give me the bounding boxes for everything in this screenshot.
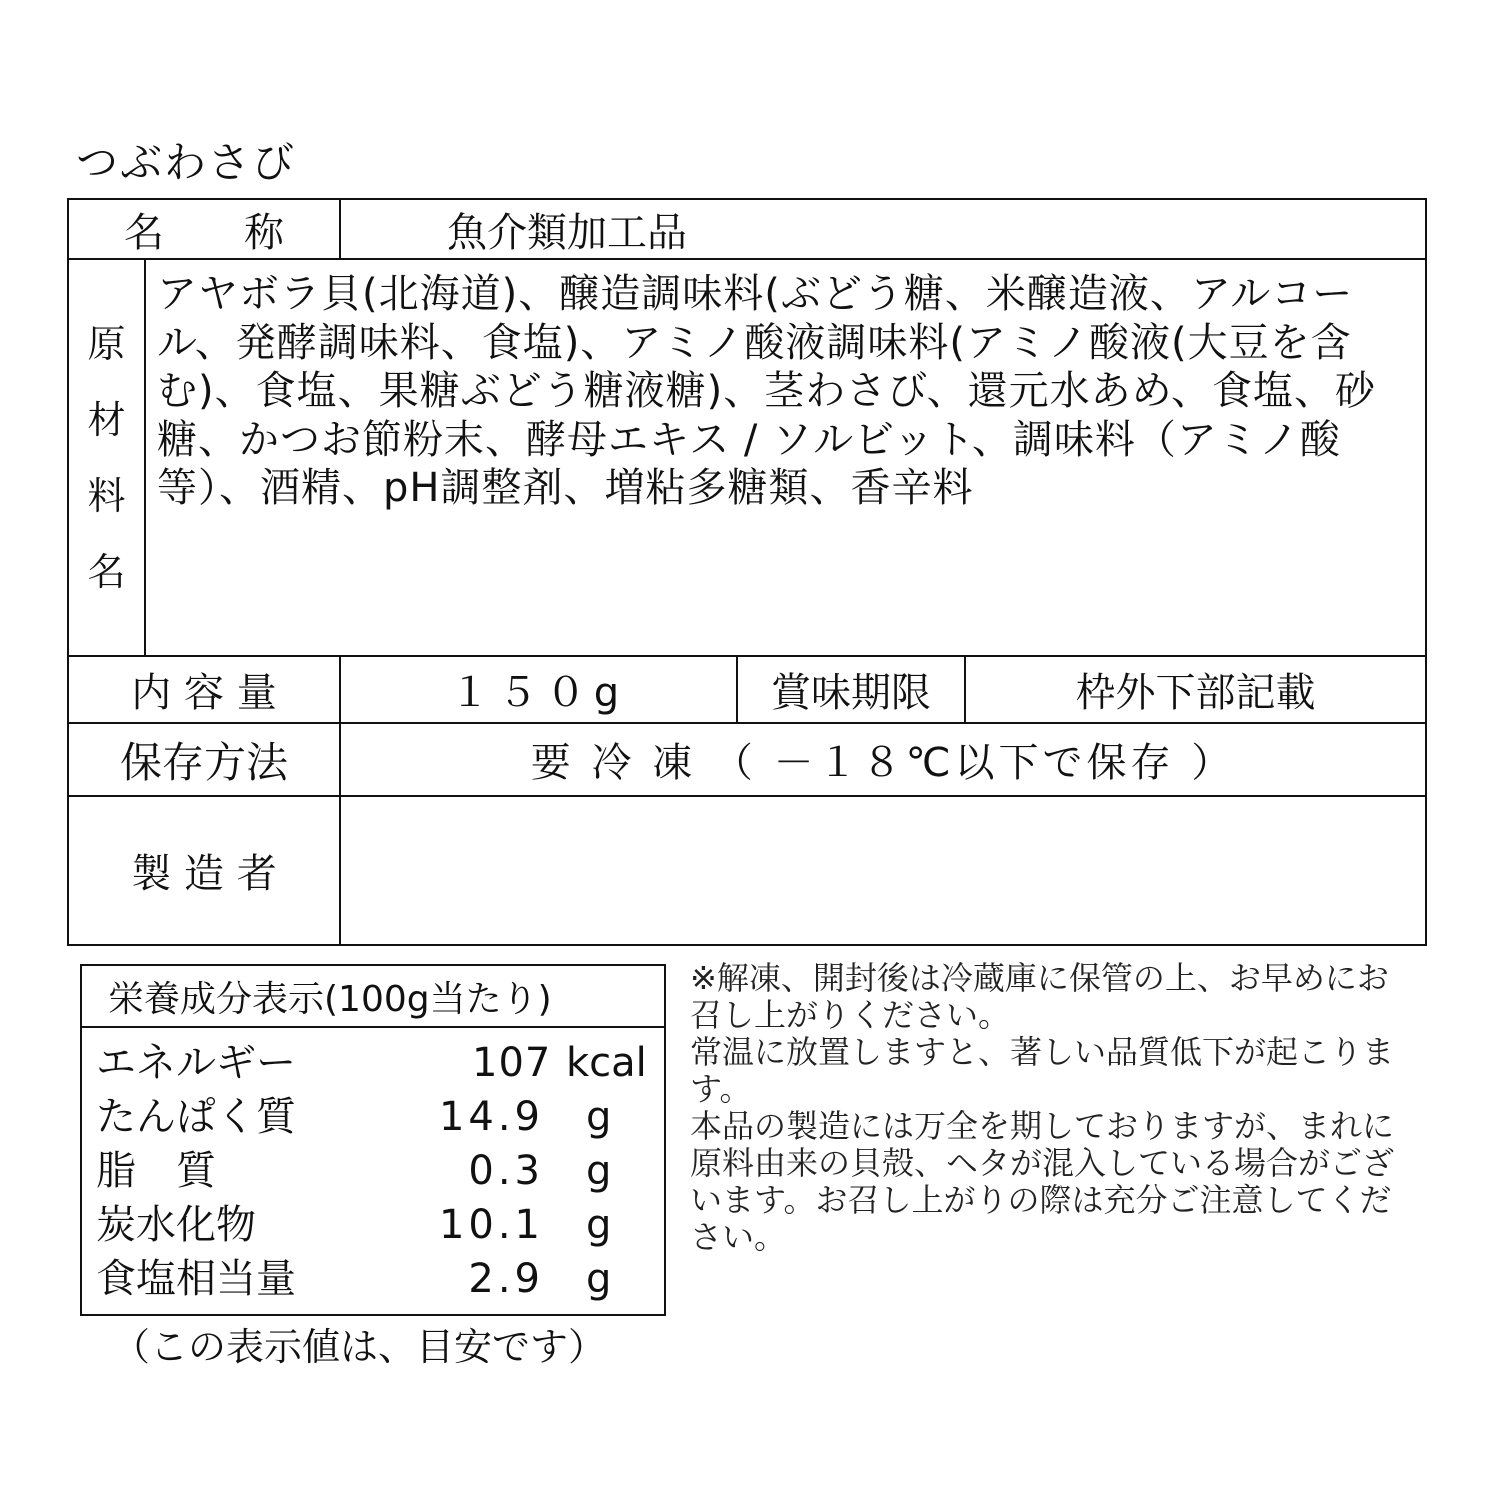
name-value: 魚介類加工品	[447, 209, 687, 256]
caution-paragraph: 常温に放置しますと、著しい品質低下が起こります。	[690, 1033, 1395, 1108]
nutrient-unit: g	[586, 1202, 612, 1248]
nutrient-unit: g	[586, 1148, 612, 1194]
content-value: １５０g	[449, 670, 628, 716]
caution-paragraph: 本品の製造には万全を期しておりますが、まれに原料由来の貝殻、ヘタが混入している場合がございます。お召し上がりの際は充分ご注意してください。	[690, 1107, 1395, 1256]
manufacturer-label: 製 造 者	[131, 851, 277, 897]
food-label-table	[67, 198, 1427, 946]
ingredients-label	[69, 260, 144, 655]
column-divider	[144, 258, 146, 655]
nutrition-table	[80, 964, 666, 1316]
nutrient-name: 炭水化物	[96, 1202, 256, 1248]
caution-paragraph: ※解凍、開封後は冷蔵庫に保管の上、お早めにお召し上がりください。	[690, 959, 1389, 1034]
expiry-label: 賞味期限	[771, 670, 931, 716]
nutrient-unit: g	[586, 1094, 612, 1140]
ingredients-text: アヤボラ貝(北海道)、醸造調味料(ぶどう糖、米醸造液、アルコール、発酵調味料、食塩)、アミノ酸液調味料(アミノ酸液(大豆を含む)、食塩、果糖ぶどう糖液糖)、茎わさび、還元水あめ、食塩、砂糖、かつお節粉末、酵母エキス / ソルビット、調味料（アミノ酸等）、酒精、pH調整剤、増粘多糖類、香辛料	[157, 271, 1377, 511]
nutrition-note: （この表示値は、目安です）	[112, 1325, 607, 1369]
nutrient-value: 0.3	[468, 1148, 544, 1194]
row-divider	[69, 258, 1425, 260]
nutrient-name: たんぱく質	[96, 1094, 296, 1140]
nutrition-row	[96, 1090, 664, 1144]
storage-label: 保存方法	[119, 737, 288, 787]
nutrient-name: エネルギー	[96, 1040, 296, 1086]
nutrient-unit: kcal	[566, 1040, 647, 1086]
nutrition-row	[96, 1198, 664, 1252]
nutrition-row	[96, 1252, 664, 1306]
nutrient-value: 107	[472, 1040, 552, 1086]
product-title: つぶわさび	[76, 138, 297, 187]
storage-value: 要 冷 凍 （ －１８℃以下で保存 ）	[530, 740, 1236, 786]
nutrition-row	[96, 1036, 664, 1090]
nutrition-title: 栄養成分表示(100g当たり)	[82, 966, 664, 1028]
column-divider	[339, 200, 341, 258]
name-label: 名 称	[124, 209, 284, 256]
ingredients-label-char: 材	[87, 397, 126, 442]
nutrient-value: 14.9	[438, 1094, 544, 1140]
nutrient-value: 10.1	[438, 1202, 544, 1248]
content-label: 内 容 量	[131, 670, 277, 716]
nutrition-row	[96, 1144, 664, 1198]
expiry-value: 枠外下部記載	[1075, 670, 1316, 716]
ingredients-label-char: 名	[87, 549, 126, 594]
nutrient-unit: g	[586, 1256, 612, 1302]
nutrient-value: 2.9	[468, 1256, 544, 1302]
ingredients-label-char: 原	[87, 321, 126, 366]
nutrient-name: 脂 質	[96, 1148, 216, 1194]
manufacturer-value	[359, 797, 1419, 944]
caution-notes	[690, 960, 1420, 1256]
nutrient-name: 食塩相当量	[96, 1256, 296, 1302]
ingredients-label-char: 料	[87, 473, 126, 518]
